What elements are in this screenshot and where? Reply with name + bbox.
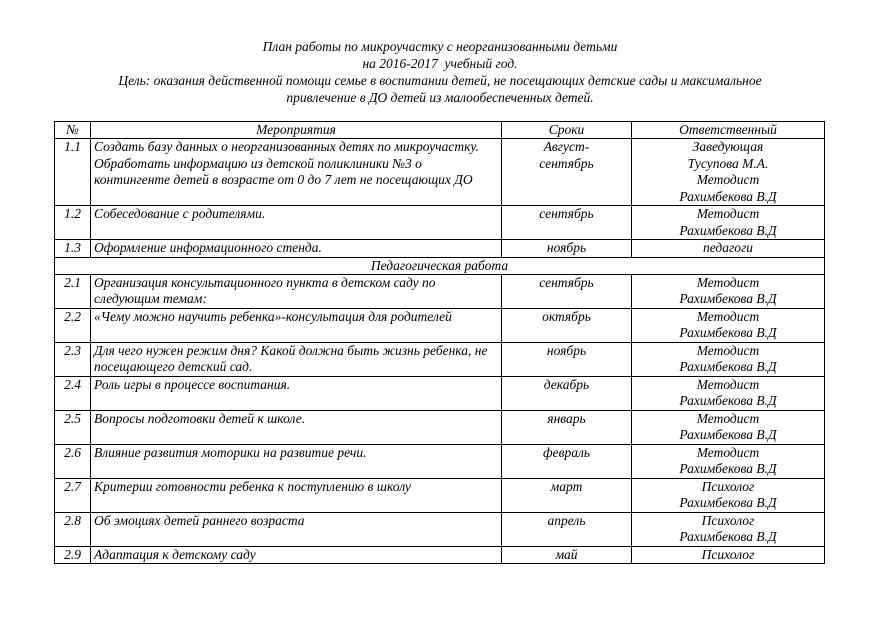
row-event: Оформление информационного стенда. xyxy=(91,240,502,258)
row-event: Вопросы подготовки детей к школе. xyxy=(91,410,502,444)
row-event: «Чему можно научить ребенка»-консультация для родителей xyxy=(91,308,502,342)
row-number: 2.5 xyxy=(55,410,91,444)
row-event: Критерии готовности ребенка к поступлению в школу xyxy=(91,478,502,512)
row-number: 2.1 xyxy=(55,274,91,308)
table-body-part1 xyxy=(55,139,825,258)
row-event: Собеседование с родителями. xyxy=(91,206,502,240)
table-header-row xyxy=(55,122,825,139)
row-responsible: педагоги xyxy=(632,240,825,258)
table-row xyxy=(55,512,825,546)
row-responsible: Методист Рахимбекова В.Д xyxy=(632,444,825,478)
column-header-responsible: Ответственный xyxy=(632,122,825,139)
table-row xyxy=(55,444,825,478)
plan-table xyxy=(54,121,825,564)
row-event: Адаптация к детскому саду xyxy=(91,546,502,564)
row-term: октябрь xyxy=(502,308,632,342)
row-event: Для чего нужен режим дня? Какой должна быть жизнь ребенка, не посещающего детский сад. xyxy=(91,342,502,376)
row-responsible: Психолог Рахимбекова В.Д xyxy=(632,478,825,512)
row-term: май xyxy=(502,546,632,564)
row-responsible: Методист Рахимбекова В.Д xyxy=(632,308,825,342)
row-term: март xyxy=(502,478,632,512)
table-row xyxy=(55,342,825,376)
column-header-number: № xyxy=(55,122,91,139)
column-header-events: Мероприятия xyxy=(91,122,502,139)
row-number: 2.4 xyxy=(55,376,91,410)
table-row xyxy=(55,206,825,240)
row-term: апрель xyxy=(502,512,632,546)
row-number: 2.6 xyxy=(55,444,91,478)
row-term: ноябрь xyxy=(502,342,632,376)
table-row xyxy=(55,546,825,564)
row-responsible: Методист Рахимбекова В.Д xyxy=(632,206,825,240)
row-number: 2.8 xyxy=(55,512,91,546)
row-number: 2.9 xyxy=(55,546,91,564)
row-responsible: Методист Рахимбекова В.Д xyxy=(632,410,825,444)
table-body-part2 xyxy=(55,274,825,564)
table-section xyxy=(55,257,825,274)
row-term: Август- сентябрь xyxy=(502,139,632,206)
table-row xyxy=(55,139,825,206)
plan-title: План работы по микроучастку с неорганизованными детьми xyxy=(262,39,618,54)
row-event: Роль игры в процессе воспитания. xyxy=(91,376,502,410)
row-event: Влияние развития моторики на развитие речи. xyxy=(91,444,502,478)
row-number: 2.7 xyxy=(55,478,91,512)
row-term: декабрь xyxy=(502,376,632,410)
table-row xyxy=(55,240,825,258)
row-number: 2.2 xyxy=(55,308,91,342)
row-term: сентябрь xyxy=(502,206,632,240)
column-header-terms: Сроки xyxy=(502,122,632,139)
row-event: Организация консультационного пункта в детском саду по следующим темам: xyxy=(91,274,502,308)
row-responsible: Методист Рахимбекова В.Д xyxy=(632,376,825,410)
section-title: Педагогическая работа xyxy=(55,257,825,274)
row-responsible: Методист Рахимбекова В.Д xyxy=(632,342,825,376)
row-number: 2.3 xyxy=(55,342,91,376)
row-number: 1.3 xyxy=(55,240,91,258)
document-header xyxy=(60,38,820,106)
plan-year: на 2016-2017 учебный год. xyxy=(362,56,518,71)
section-row xyxy=(55,257,825,274)
row-event: Создать базу данных о неорганизованных детях по микроучастку. Обработать информацию из детской поликлиники №3 о контингенте детей в возрасте от 0 до 7 лет не посещающих ДО xyxy=(91,139,502,206)
row-responsible: Психолог Рахимбекова В.Д xyxy=(632,512,825,546)
table-row xyxy=(55,410,825,444)
table-row xyxy=(55,478,825,512)
row-term: ноябрь xyxy=(502,240,632,258)
row-responsible: Методист Рахимбекова В.Д xyxy=(632,274,825,308)
table-row xyxy=(55,308,825,342)
row-event: Об эмоциях детей раннего возраста xyxy=(91,512,502,546)
row-term: февраль xyxy=(502,444,632,478)
plan-goal-line-1: Цель: оказания действенной помощи семье в воспитании детей, не посещающих детские сады и максимальное xyxy=(118,73,762,88)
row-number: 1.1 xyxy=(55,139,91,206)
row-number: 1.2 xyxy=(55,206,91,240)
row-term: сентябрь xyxy=(502,274,632,308)
plan-goal-line-2: привлечение в ДО детей из малообеспеченных детей. xyxy=(286,90,594,105)
row-responsible: Заведующая Тусупова М.А. Методист Рахимбекова В.Д xyxy=(632,139,825,206)
row-term: январь xyxy=(502,410,632,444)
row-responsible: Психолог xyxy=(632,546,825,564)
table-row xyxy=(55,376,825,410)
table-row xyxy=(55,274,825,308)
